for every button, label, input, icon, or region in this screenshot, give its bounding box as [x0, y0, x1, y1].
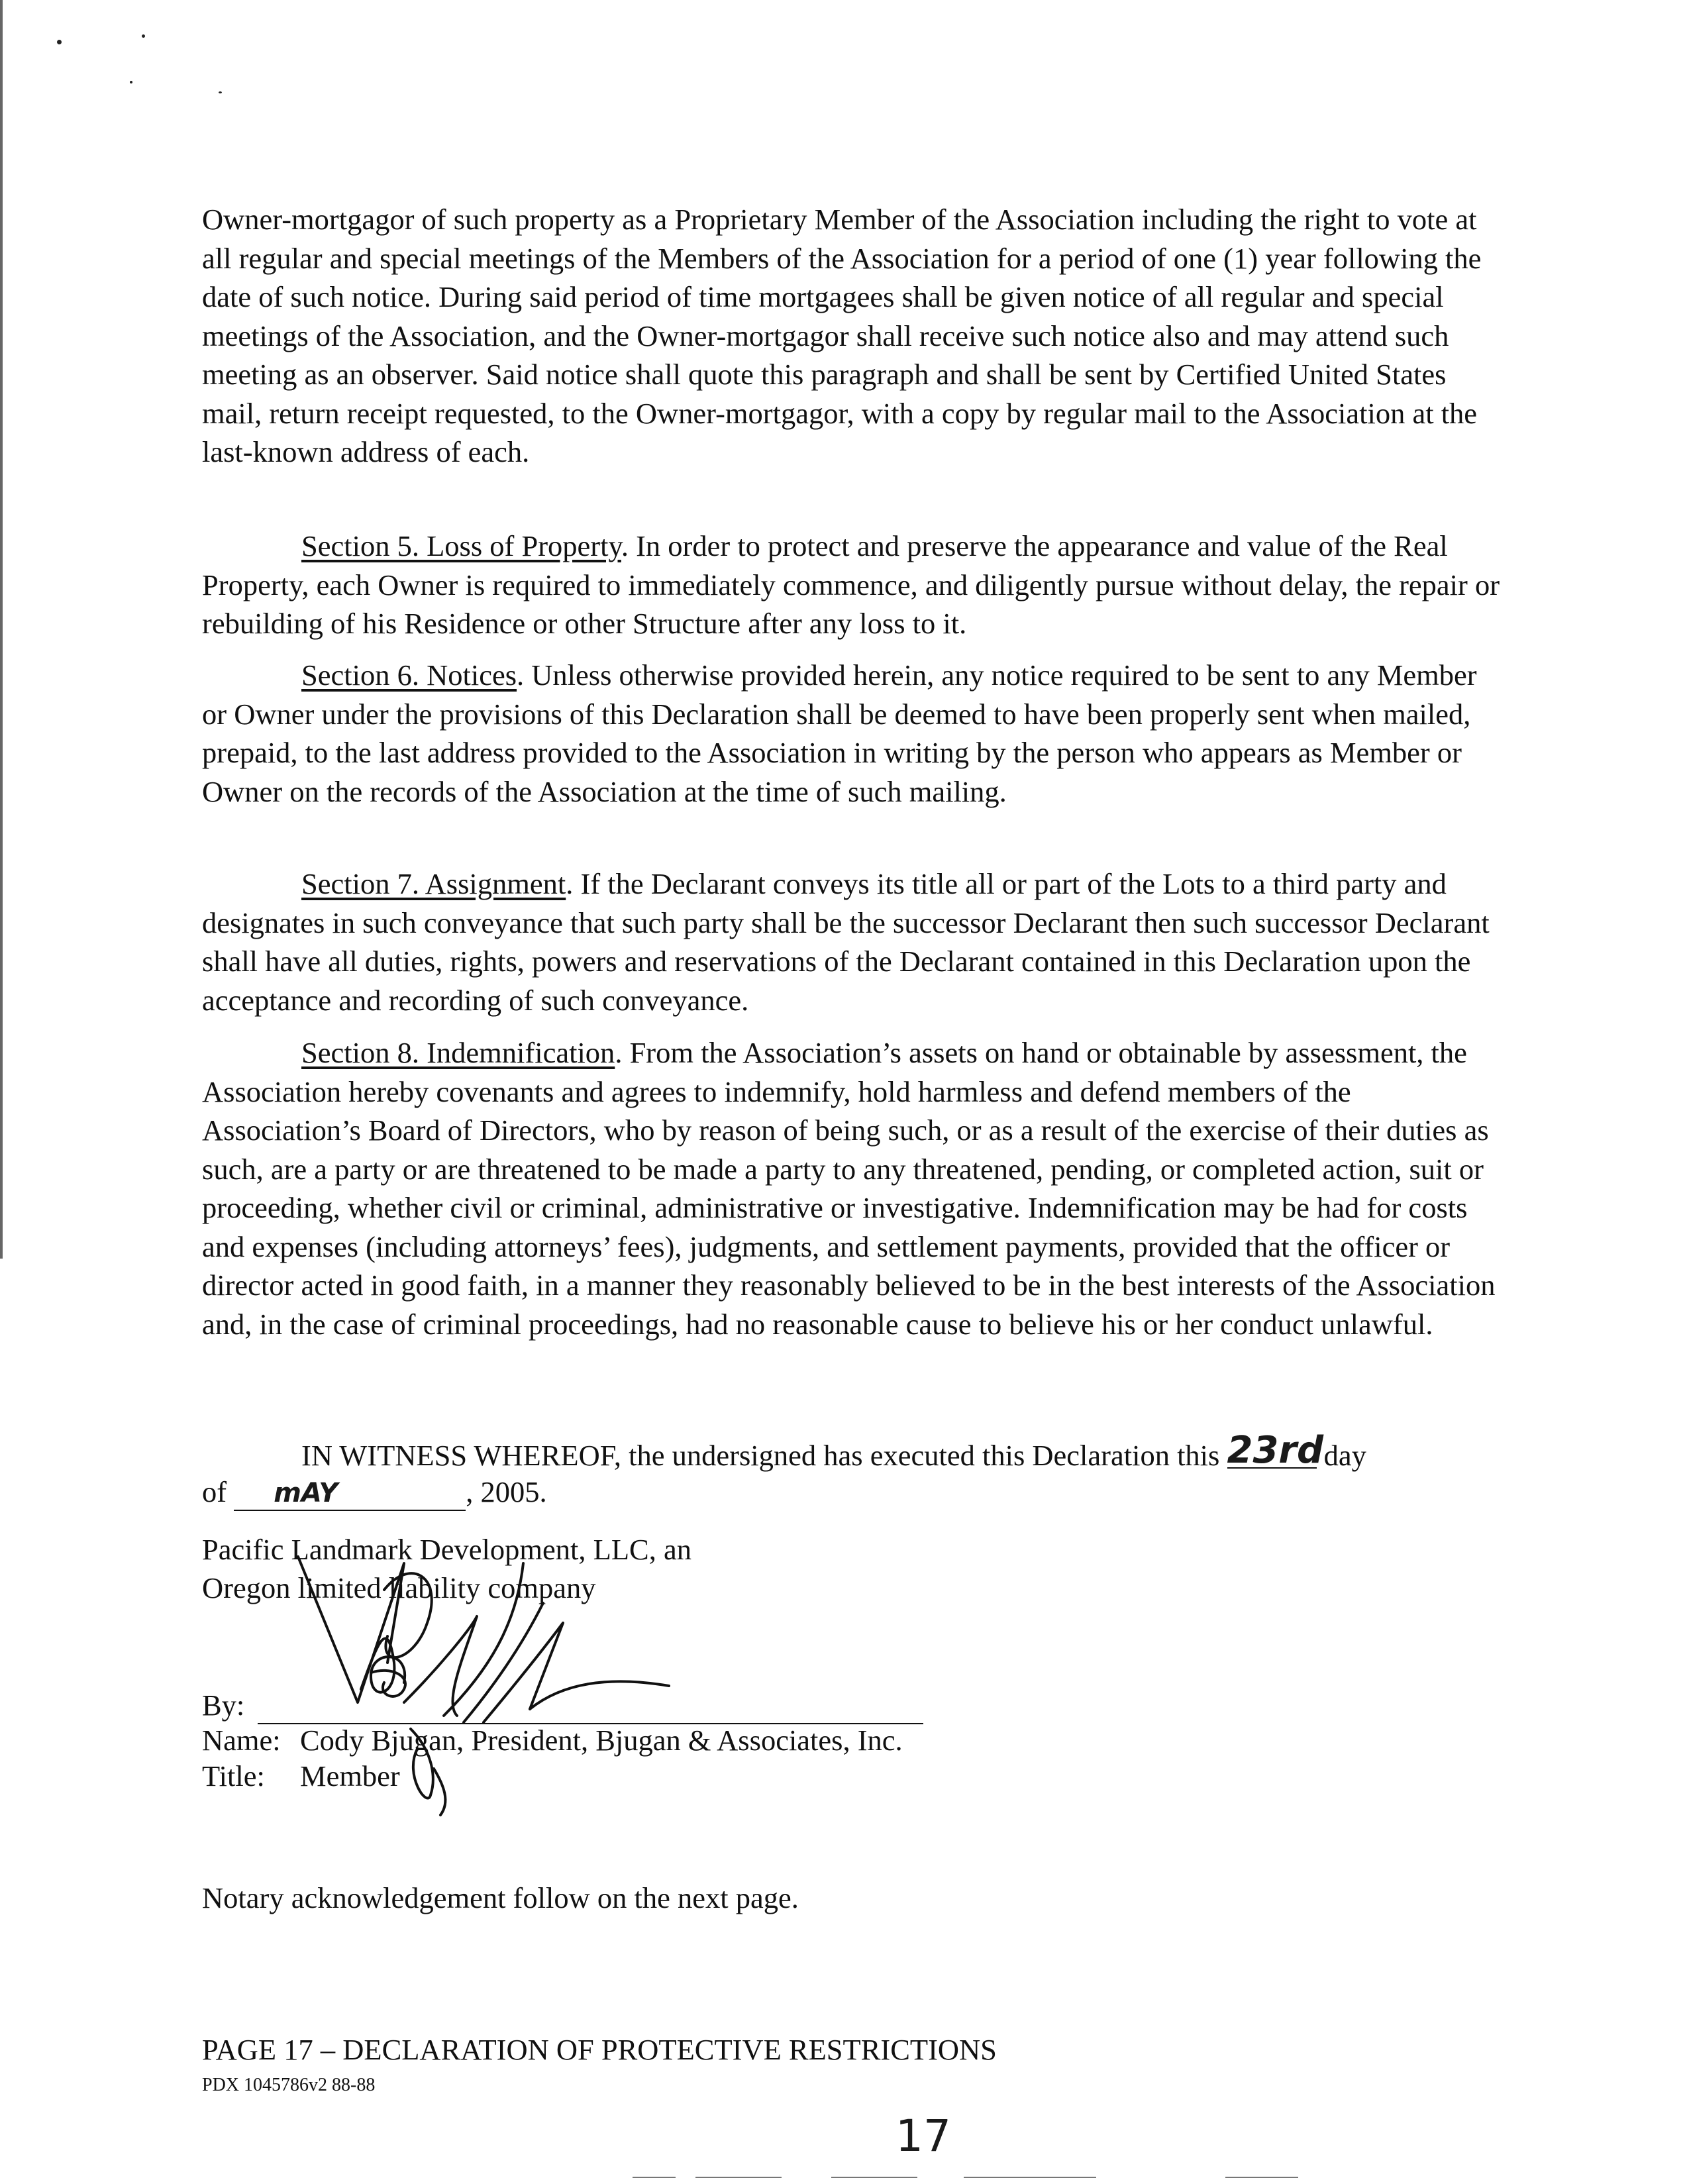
- section-7-paragraph: [202, 864, 1500, 1019]
- company-line-2: Oregon limited liability company: [202, 1571, 596, 1604]
- name-value: Cody Bjugan, President, Bjugan & Associates, Inc.: [300, 1724, 903, 1757]
- section-7-heading: Section 7. Assignment: [301, 867, 566, 900]
- scan-speck: [142, 34, 145, 38]
- handwritten-month: mAY: [234, 1477, 466, 1511]
- by-label: By:: [202, 1689, 245, 1722]
- section-6-paragraph: [202, 656, 1500, 811]
- handwritten-page-number: 17: [895, 2110, 951, 2161]
- witness-clause-line2: [202, 1473, 547, 1511]
- of-word: of: [202, 1475, 227, 1508]
- notary-note: Notary acknowledgement follow on the next page.: [202, 1881, 799, 1914]
- section-8-paragraph: [202, 1033, 1500, 1343]
- scan-speck: [57, 40, 62, 44]
- scan-speck: [219, 91, 222, 93]
- witness-intro: IN WITNESS WHEREOF, the undersigned has executed this Declaration this: [301, 1439, 1220, 1472]
- signature-stroke: [371, 1671, 405, 1696]
- witness-year: , 2005.: [466, 1475, 547, 1508]
- paragraph-owner-mortgagor: Owner-mortgagor of such property as a Proprietary Member of the Association including the right to vote at all regular and special meetings of the Members of the Association for a period of one (1) year following the date of such notice. During said period of time mortgagees shall be given notice of all regular and special meetings of the Association, and the Owner-mortgagor shall receive such notice also and may attend such meeting as an observer. Said notice shall quote this paragraph and shall be sent by Certified United States mail, return receipt requested, to the Owner-mortgagor, with a copy by regular mail to the Association at the last-known address of each.: [202, 203, 1482, 468]
- handwritten-signature: [278, 1550, 702, 1828]
- scan-speck: [130, 81, 132, 83]
- signature-stroke: [298, 1557, 404, 1702]
- scan-left-edge: [0, 0, 3, 1259]
- section-6-text: . Unless otherwise provided herein, any notice required to be sent to any Member or Owner under the provisions of this Declaration shall be deemed to have been properly sent when mailed, prepaid, to the last address provided to the Association in writing by the person who appears as Member or Owner on the records of the Association at the time of such mailing.: [202, 658, 1477, 808]
- handwritten-day: 23rd: [1227, 1429, 1324, 1472]
- scan-bottom-mark: [695, 2177, 782, 2178]
- title-value: Member: [300, 1759, 400, 1793]
- footer-page-title: PAGE 17 – DECLARATION OF PROTECTIVE RESTRICTIONS: [202, 2033, 997, 2066]
- day-word: day: [1323, 1439, 1366, 1472]
- section-6-heading: Section 6. Notices: [301, 658, 517, 692]
- scan-bottom-mark: [831, 2177, 917, 2178]
- scan-bottom-mark: [1225, 2177, 1298, 2178]
- scan-bottom-mark: [964, 2177, 1096, 2178]
- section-7-text: . If the Declarant conveys its title all or part of the Lots to a third party and designates in such conveyance that such party shall be the successor Declarant then such successor Declarant shall have all duties, rights, powers and reservations of the Declarant contained in this Declaration upon the acceptance and recording of such conveyance.: [202, 867, 1490, 1017]
- scan-bottom-mark: [633, 2177, 676, 2178]
- name-label: Name:: [202, 1724, 281, 1757]
- signature-stroke: [411, 1729, 433, 1798]
- signature-stroke: [530, 1681, 669, 1709]
- section-8-heading: Section 8. Indemnification: [301, 1036, 615, 1069]
- section-8-text: . From the Association’s assets on hand or obtainable by assessment, the Association hereby covenants and agrees to indemnify, hold harmless and defend members of the Association’s Board of Directors, who by reason of being such, or as a result of the exercise of their duties as such, are a party or are threatened to be made a party to any threatened, pending, or completed action, suit or proceeding, whether civil or criminal, administrative or investigative. Indemnification may be had for costs and expenses (including attorneys’ fees), judgments, and settlement payments, provided that the officer or director acted in good faith, in a manner they reasonably believed to be in the best interests of the Association and, in the case of criminal proceedings, had no reasonable cause to believe his or her conduct unlawful.: [202, 1036, 1496, 1341]
- signature-stroke: [444, 1563, 523, 1716]
- company-line-1: Pacific Landmark Development, LLC, an: [202, 1533, 691, 1566]
- section-5-heading: Section 5. Loss of Property: [301, 529, 621, 562]
- signature-stroke: [404, 1616, 477, 1716]
- signature-stroke: [434, 1769, 445, 1815]
- title-label: Title:: [202, 1759, 265, 1793]
- witness-clause-line1: [301, 1429, 1366, 1475]
- footer-doc-id: PDX 1045786v2 88-88: [202, 2075, 376, 2095]
- section-5-paragraph: [202, 527, 1500, 643]
- section-5-text: . In order to protect and preserve the appearance and value of the Real Property, each Owner is required to immediately commence, and diligently pursue without delay, the repair or rebuilding of his Residence or other Structure after any loss to it.: [202, 529, 1500, 640]
